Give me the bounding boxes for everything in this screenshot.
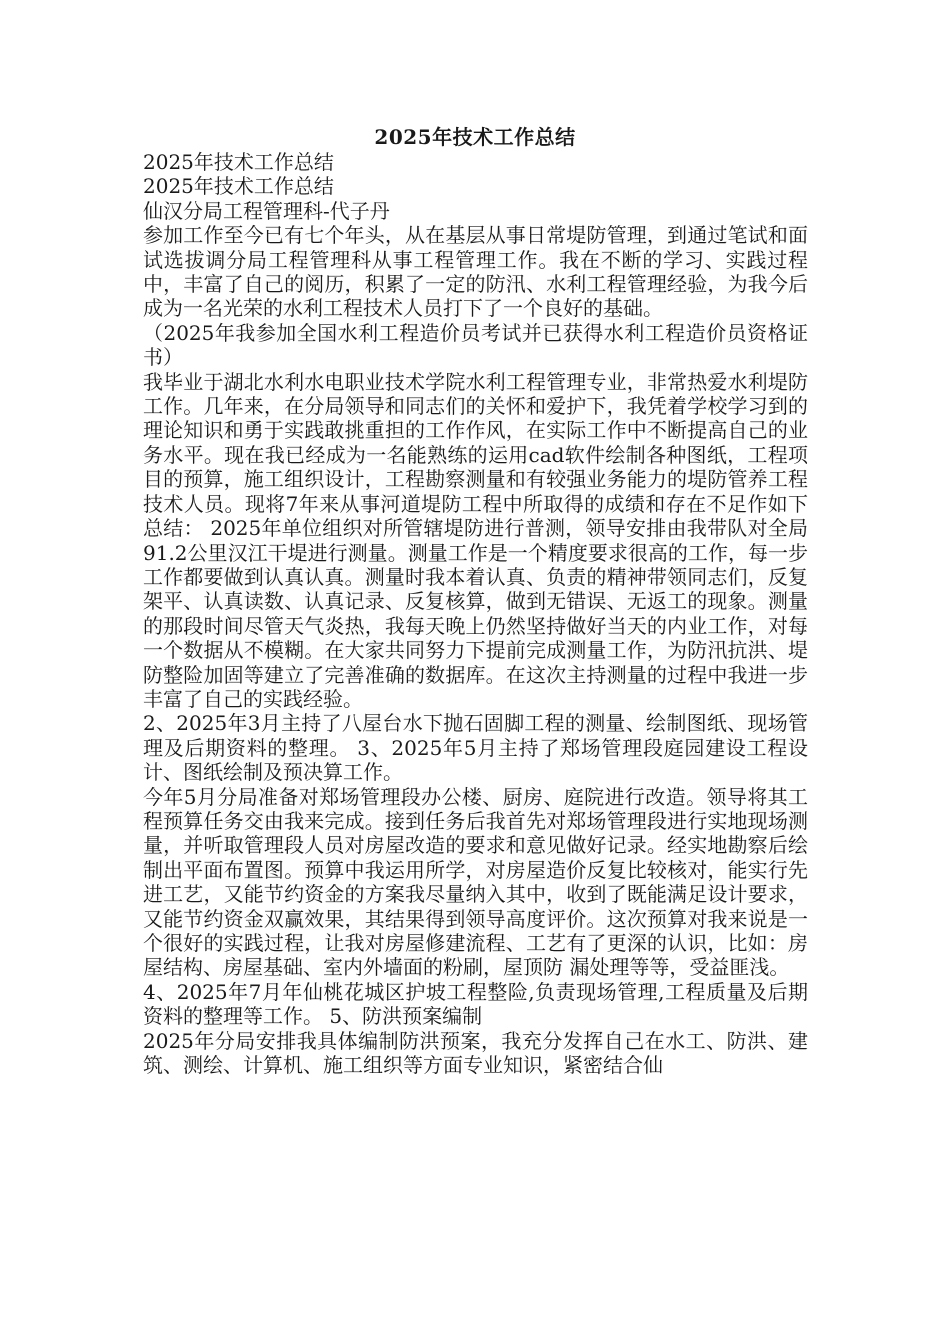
- document-title: 2025年技术工作总结: [374, 125, 576, 149]
- paragraph: （2025年我参加全国水利工程造价员考试并已获得水利工程造价员资格证书）: [143, 320, 808, 370]
- paragraph: 参加工作至今已有七个年头，从在基层从事日常堤防管理，到通过笔试和面试选拔调分局工程管理科从事工程管理工作。我在不断的学习、实践过程中，丰富了自己的阅历，积累了一定的防汛、水利工程管理经验，为我今后成为一名光荣的水利工程技术人员打下了一个良好的基础。: [143, 223, 808, 321]
- paragraph: 2025年分局安排我具体编制防洪预案，我充分发挥自己在水工、防洪、建筑、测绘、计算机、施工组织等方面专业知识，紧密结合仙: [143, 1028, 808, 1078]
- subtitle-line: 2025年技术工作总结: [143, 174, 334, 199]
- paragraph: 2、2025年3月主持了八屋台水下抛石固脚工程的测量、绘制图纸、现场管理及后期资料的整理。 3、2025年5月主持了郑场管理段庭园建设工程设计、图纸绘制及预决算工作。: [143, 711, 808, 785]
- author-line: 仙汉分局工程管理科-代子丹: [143, 198, 390, 223]
- document-body: [143, 150, 808, 1077]
- paragraph: 我毕业于湖北水利水电职业技术学院水利工程管理专业，非常热爱水利堤防工作。几年来，在分局领导和同志们的关怀和爱护下，我凭着学校学习到的理论知识和勇于实践敢挑重担的工作作风，在实际工作中不断提高自己的业务水平。现在我已经成为一名能熟练的运用cad软件绘制各种图纸，工程项目的预算，施工组织设计，工程勘察测量和有较强业务能力的堤防管养工程技术人员。现将7年来从事河道堤防工程中所取得的成绩和存在不足作如下总结： 2025年单位组织对所管辖堤防进行普测，领导安排由我带队对全局91.2公里汉江干堤进行测量。测量工作是一个精度要求很高的工作，每一步工作都要做到认真认真。测量时我本着认真、负责的精神带领同志们，反复架平、认真读数、认真记录、反复核算，做到无错误、无返工的现象。测量的那段时间尽管天气炎热，我每天晚上仍然坚持做好当天的内业工作，对每一个数据从不模糊。在大家共同努力下提前完成测量工作，为防汛抗洪、堤防整险加固等建立了完善准确的数据库。在这次主持测量的过程中我进一步丰富了自己的实践经验。: [143, 369, 808, 711]
- paragraph: 今年5月分局准备对郑场管理段办公楼、厨房、庭院进行改造。领导将其工程预算任务交由我来完成。接到任务后我首先对郑场管理段进行实地现场测量，并听取管理段人员对房屋改造的要求和意见做好记录。经实地勘察后绘制出平面布置图。预算中我运用所学，对房屋造价反复比较核对，能实行先进工艺，又能节约资金的方案我尽量纳入其中，收到了既能满足设计要求，又能节约资金双赢效果，其结果得到领导高度评价。这次预算对我来说是一个很好的实践过程，让我对房屋修建流程、工艺有了更深的认识，比如：房屋结构、房屋基础、室内外墙面的粉刷，屋顶防 漏处理等等，受益匪浅。: [143, 784, 808, 980]
- paragraph: 4、2025年7月年仙桃花城区护坡工程整险,负责现场管理,工程质量及后期资料的整理等工作。 5、防洪预案编制: [143, 979, 808, 1029]
- subtitle-line: 2025年技术工作总结: [143, 150, 334, 174]
